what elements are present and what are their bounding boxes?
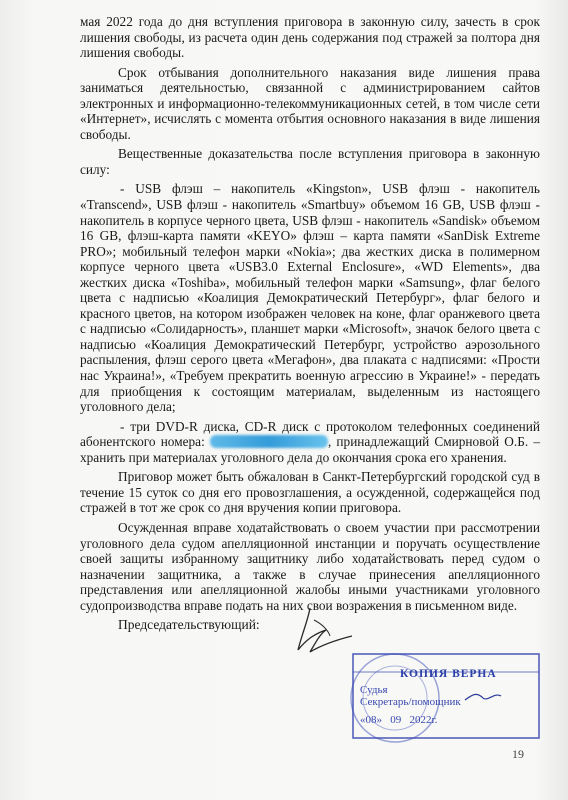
paragraph-detention-credit: мая 2022 года до дня вступления приговора в законную силу, зачесть в срок лишения свободы, из расчета один день содержания под стражей за полтора дня лишения свободы. [80,14,540,61]
stamp-date-day: 08 [365,714,377,726]
stamp-date: «08» 09 2022г. [360,714,438,726]
paragraph-defendant-rights: Осужденная вправе ходатайствовать о своем участии при рассмотрении уголовного дела судом апелляционной инстанции и поручать осуществление своей защиты избранному защитнику либо ходатайствовать перед судом о назначении защитника, а также в случае принесения апелляционного представления или апелляционной жалобы иными участниками уголовного судопроизводства вправе подать на них свои возражения в письменном виде. [80,519,540,613]
paragraph-dvd-item [80,419,540,466]
paragraph-appeal: Приговор может быть обжалован в Санкт-Петербургский городской суд в течение 15 суток со дня его провозглашения, а осужденной, содержащейся под стражей в тот же срок со дня вручения копии приговора. [80,469,540,516]
stamp-date-year-prefix: 20 [409,714,421,726]
stamp-secretary-label: Секретарь/помощник [360,696,461,708]
paragraph-additional-punishment: Срок отбывания дополнительного наказания виде лишения права заниматься деятельностью, связанной с администрированием сайтов электронных и информационно-телекоммуникационных сетей, в том числе сети «Интернет», исчислять с момента отбытия основного наказания в виде лишения свободы. [80,64,540,142]
presiding-judge-label: Председательствующий: [118,617,260,632]
paragraph-evidence-intro: Вещественные доказательства после вступления приговора в законную силу: [80,146,540,177]
stamp-judge-label: Судья [360,684,388,696]
dvd-item-part1: - три DVD-R диска, CD-R диск с протоколом телефонных соединений абонентского номера: [80,418,540,450]
page-number: 19 [512,747,524,761]
stamp-date-month: 09 [390,714,402,726]
redacted-phone-number [210,435,328,448]
certified-copy-title: КОПИЯ ВЕРНА [400,668,497,680]
certified-copy-block [360,668,540,726]
stamp-date-year-suffix: 22г. [420,714,438,726]
document-body [80,14,540,617]
dvd-item-part2: , принадлежащий Смирновой О.Б. – хранить при материалах уголовного дела до окончания срока его хранения. [80,434,540,465]
paragraph-evidence-list: - USB флэш – накопитель «Kingston», USB флэш - накопитель «Transcend», USB флэш - накопитель «Smartbuy» объемом 16 GB, USB флэш - накопитель в корпусе черного цвета, USB флэш - накопитель «Sandisk» объемом 16 GB, флэш-карта памяти «KEYO» флэш – карта памяти «SanDisk Extreme PRO»; мобильный телефон марки «Nokia»; два жестких диска в полимерном корпусе черного цвета «USB3.0 External Enclosure», «WD Elements», два жестких диска «Toshiba», мобильный телефон марки «Samsung», флаг белого цвета с надписью «Коалиция Демократический Петербург», флаг белого и красного цветов, на котором изображен человек на коне, флаг оранжевого цвета с надписью «Солидарность», планшет марки «Microsoft», значок белого цвета с надписью «Коалиция Демократический Петербург, устройство аэрозольного распыления, флэш серого цвета «Мегафон», два плаката с надписями: «Прости нас Украина!», «Требуем прекратить военную агрессию в Украине!» - передать для приобщения к состоящим материалам, выделенным из настоящего уголовного дела; [80,181,540,415]
